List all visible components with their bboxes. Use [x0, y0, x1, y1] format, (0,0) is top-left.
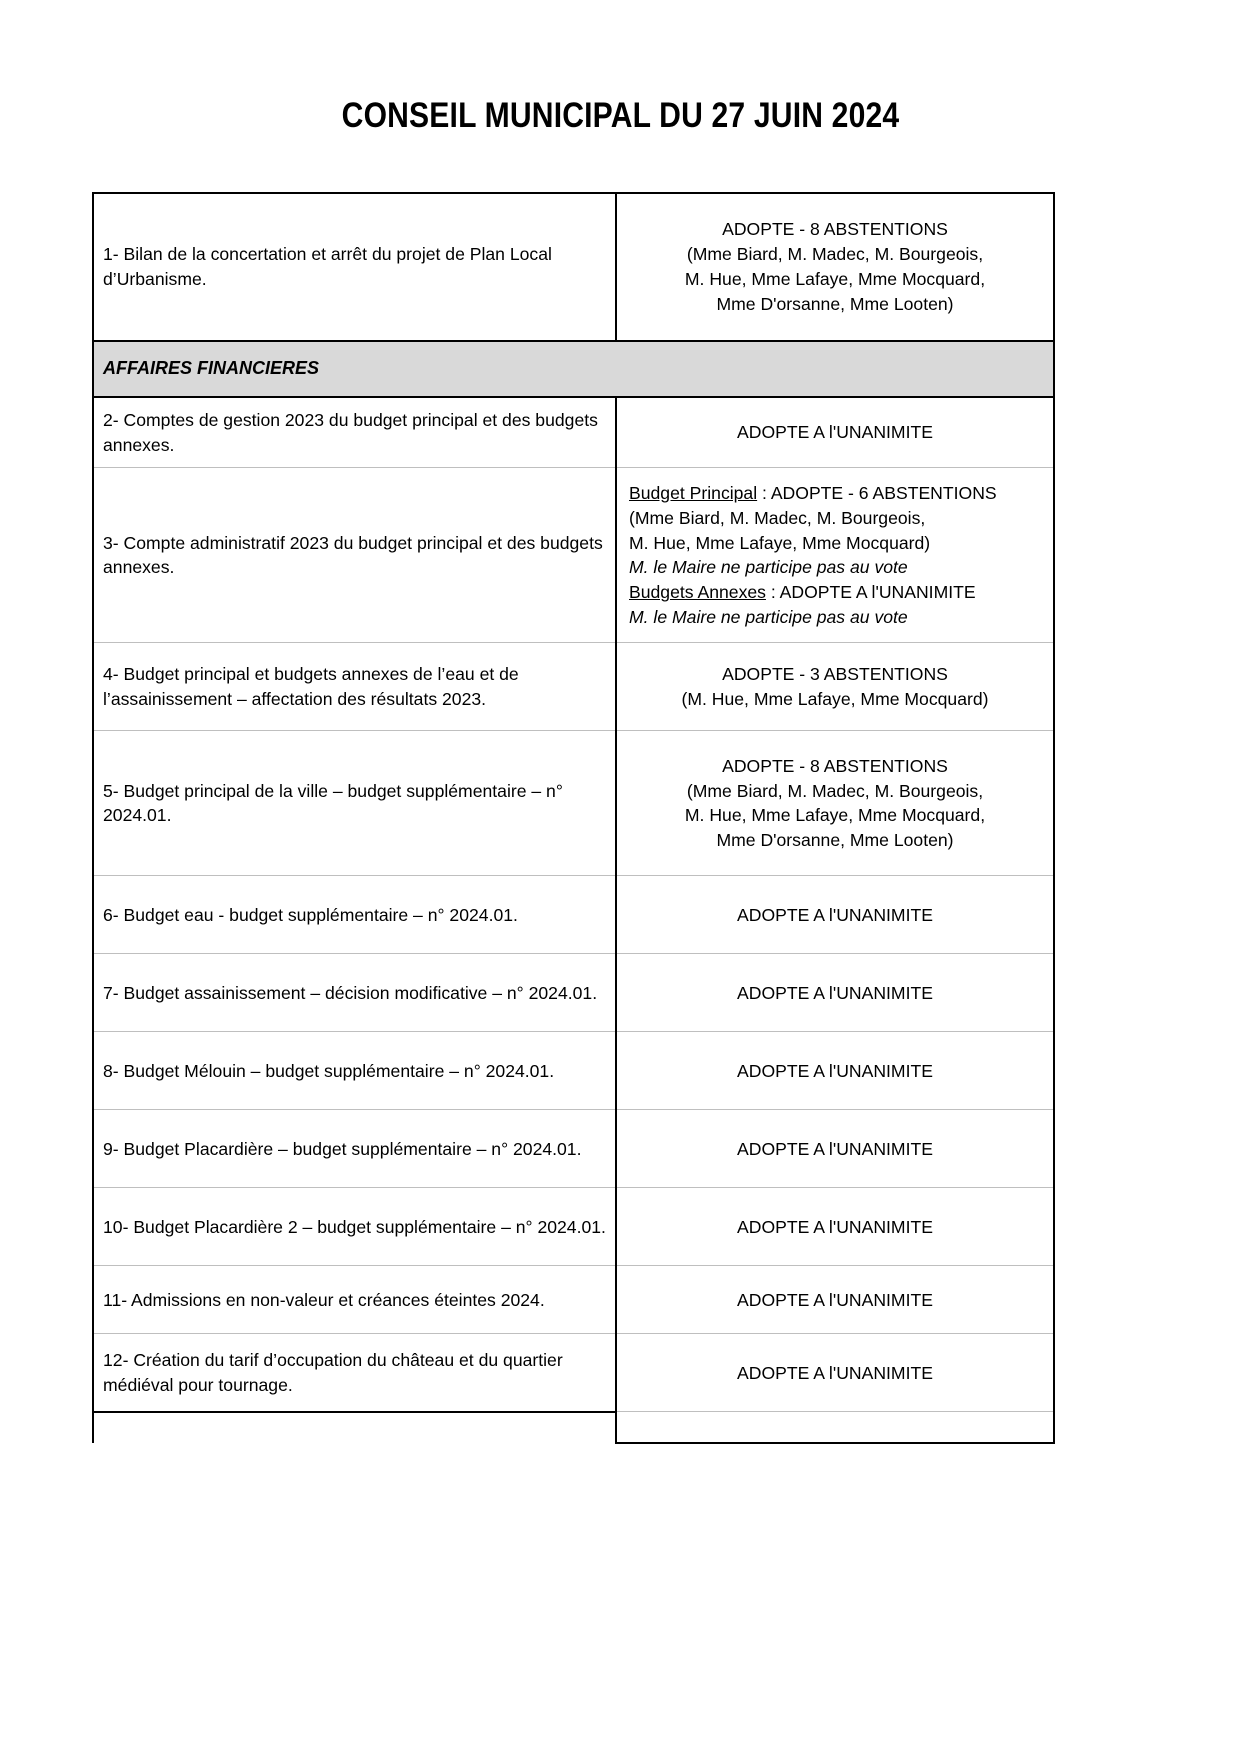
result-value: : ADOPTE A l'UNANIMITE [765, 582, 976, 603]
result-cell [616, 1110, 1054, 1188]
table-row [93, 1188, 1054, 1266]
result-line [629, 506, 1044, 531]
table-row [93, 1032, 1054, 1110]
result-label: Budget Principal [629, 482, 758, 503]
agenda-item-cell: 5- Budget principal de la ville – budget supplémentaire – n° 2024.01. [93, 731, 616, 876]
result-cell [616, 876, 1054, 954]
result-value: : ADOPTE - 6 ABSTENTIONS [757, 482, 997, 503]
table-row [93, 397, 1054, 468]
table-row [93, 193, 1054, 341]
result-line: Mme D'orsanne, Mme Looten) [716, 293, 954, 314]
result-line: M. Hue, Mme Lafaye, Mme Mocquard, [684, 269, 986, 289]
result-line: ADOPTE A l'UNANIMITE [737, 1060, 933, 1081]
section-header-row [93, 341, 1054, 397]
result-line: ADOPTE A l'UNANIMITE [737, 1138, 933, 1159]
table-tail-left [93, 1412, 616, 1444]
result-line: ADOPTE A l'UNANIMITE [737, 904, 933, 925]
result-line: ADOPTE A l'UNANIMITE [737, 1289, 933, 1310]
agenda-item-cell: 2- Comptes de gestion 2023 du budget principal et des budgets annexes. [93, 397, 616, 468]
result-cell [616, 731, 1054, 876]
table-row [93, 731, 1054, 876]
result-cell [616, 193, 1054, 341]
agenda-item-cell: 1- Bilan de la concertation et arrêt du projet de Plan Local d’Urbanisme. [93, 193, 616, 341]
result-line [629, 555, 1044, 580]
result-line: ADOPTE A l'UNANIMITE [737, 1216, 933, 1237]
result-line: Mme D'orsanne, Mme Looten) [716, 830, 954, 851]
result-line [629, 531, 1044, 556]
table-tail-right [616, 1412, 1054, 1444]
result-line [629, 481, 1044, 506]
table-row [93, 954, 1054, 1032]
page-title: CONSEIL MUNICIPAL DU 27 JUIN 2024 [341, 96, 900, 135]
table-tail-row [93, 1412, 1054, 1444]
result-cell [616, 954, 1054, 1032]
agenda-item-cell: 3- Compte administratif 2023 du budget principal et des budgets annexes. [93, 468, 616, 643]
table-row [93, 643, 1054, 731]
result-line: (M. Hue, Mme Lafaye, Mme Mocquard) [681, 688, 989, 709]
agenda-item-cell: 7- Budget assainissement – décision modificative – n° 2024.01. [93, 954, 616, 1032]
table-row [93, 468, 1054, 643]
agenda-item-cell: 8- Budget Mélouin – budget supplémentaire – n° 2024.01. [93, 1032, 616, 1110]
result-line [629, 605, 1044, 630]
agenda-item-cell: 9- Budget Placardière – budget supplémentaire – n° 2024.01. [93, 1110, 616, 1188]
table-row [93, 1110, 1054, 1188]
result-text: M. Hue, Mme Lafaye, Mme Mocquard) [629, 532, 931, 553]
result-cell [616, 397, 1054, 468]
result-label: Budgets Annexes [629, 582, 766, 603]
result-cell [616, 468, 1054, 643]
result-cell [616, 1188, 1054, 1266]
agenda-item-cell: 4- Budget principal et budgets annexes de l’eau et de l’assainissement – affectation des résultats 2023. [93, 643, 616, 731]
result-note: M. le Maire ne participe pas au vote [629, 557, 908, 578]
agenda-table [92, 192, 1055, 1444]
result-line: ADOPTE A l'UNANIMITE [737, 982, 933, 1003]
result-line: ADOPTE - 3 ABSTENTIONS [722, 664, 948, 685]
result-cell [616, 1334, 1054, 1412]
result-text: (Mme Biard, M. Madec, M. Bourgeois, [629, 507, 926, 528]
result-line: M. Hue, Mme Lafaye, Mme Mocquard, [684, 805, 986, 826]
table-row [93, 876, 1054, 954]
result-cell [616, 643, 1054, 731]
table-row [93, 1334, 1054, 1412]
section-header-label: AFFAIRES FINANCIERES [93, 341, 1054, 397]
result-line [629, 580, 1044, 605]
result-line: (Mme Biard, M. Madec, M. Bourgeois, [686, 780, 984, 801]
result-line: (Mme Biard, M. Madec, M. Bourgeois, [686, 244, 984, 265]
result-cell [616, 1266, 1054, 1334]
agenda-item-cell: 11- Admissions en non-valeur et créances éteintes 2024. [93, 1266, 616, 1334]
result-line: ADOPTE A l'UNANIMITE [737, 1362, 933, 1383]
result-note: M. le Maire ne participe pas au vote [629, 607, 908, 628]
agenda-item-cell: 12- Création du tarif d’occupation du château et du quartier médiéval pour tournage. [93, 1334, 616, 1412]
agenda-item-cell: 10- Budget Placardière 2 – budget supplémentaire – n° 2024.01. [93, 1188, 616, 1266]
agenda-table-wrapper [92, 192, 1013, 1444]
agenda-item-cell: 6- Budget eau - budget supplémentaire – n° 2024.01. [93, 876, 616, 954]
result-cell [616, 1032, 1054, 1110]
agenda-table-body [93, 193, 1054, 1443]
result-line: ADOPTE A l'UNANIMITE [737, 422, 933, 443]
result-line: ADOPTE - 8 ABSTENTIONS [722, 755, 948, 776]
table-row [93, 1266, 1054, 1334]
result-line: ADOPTE - 8 ABSTENTIONS [722, 219, 948, 240]
